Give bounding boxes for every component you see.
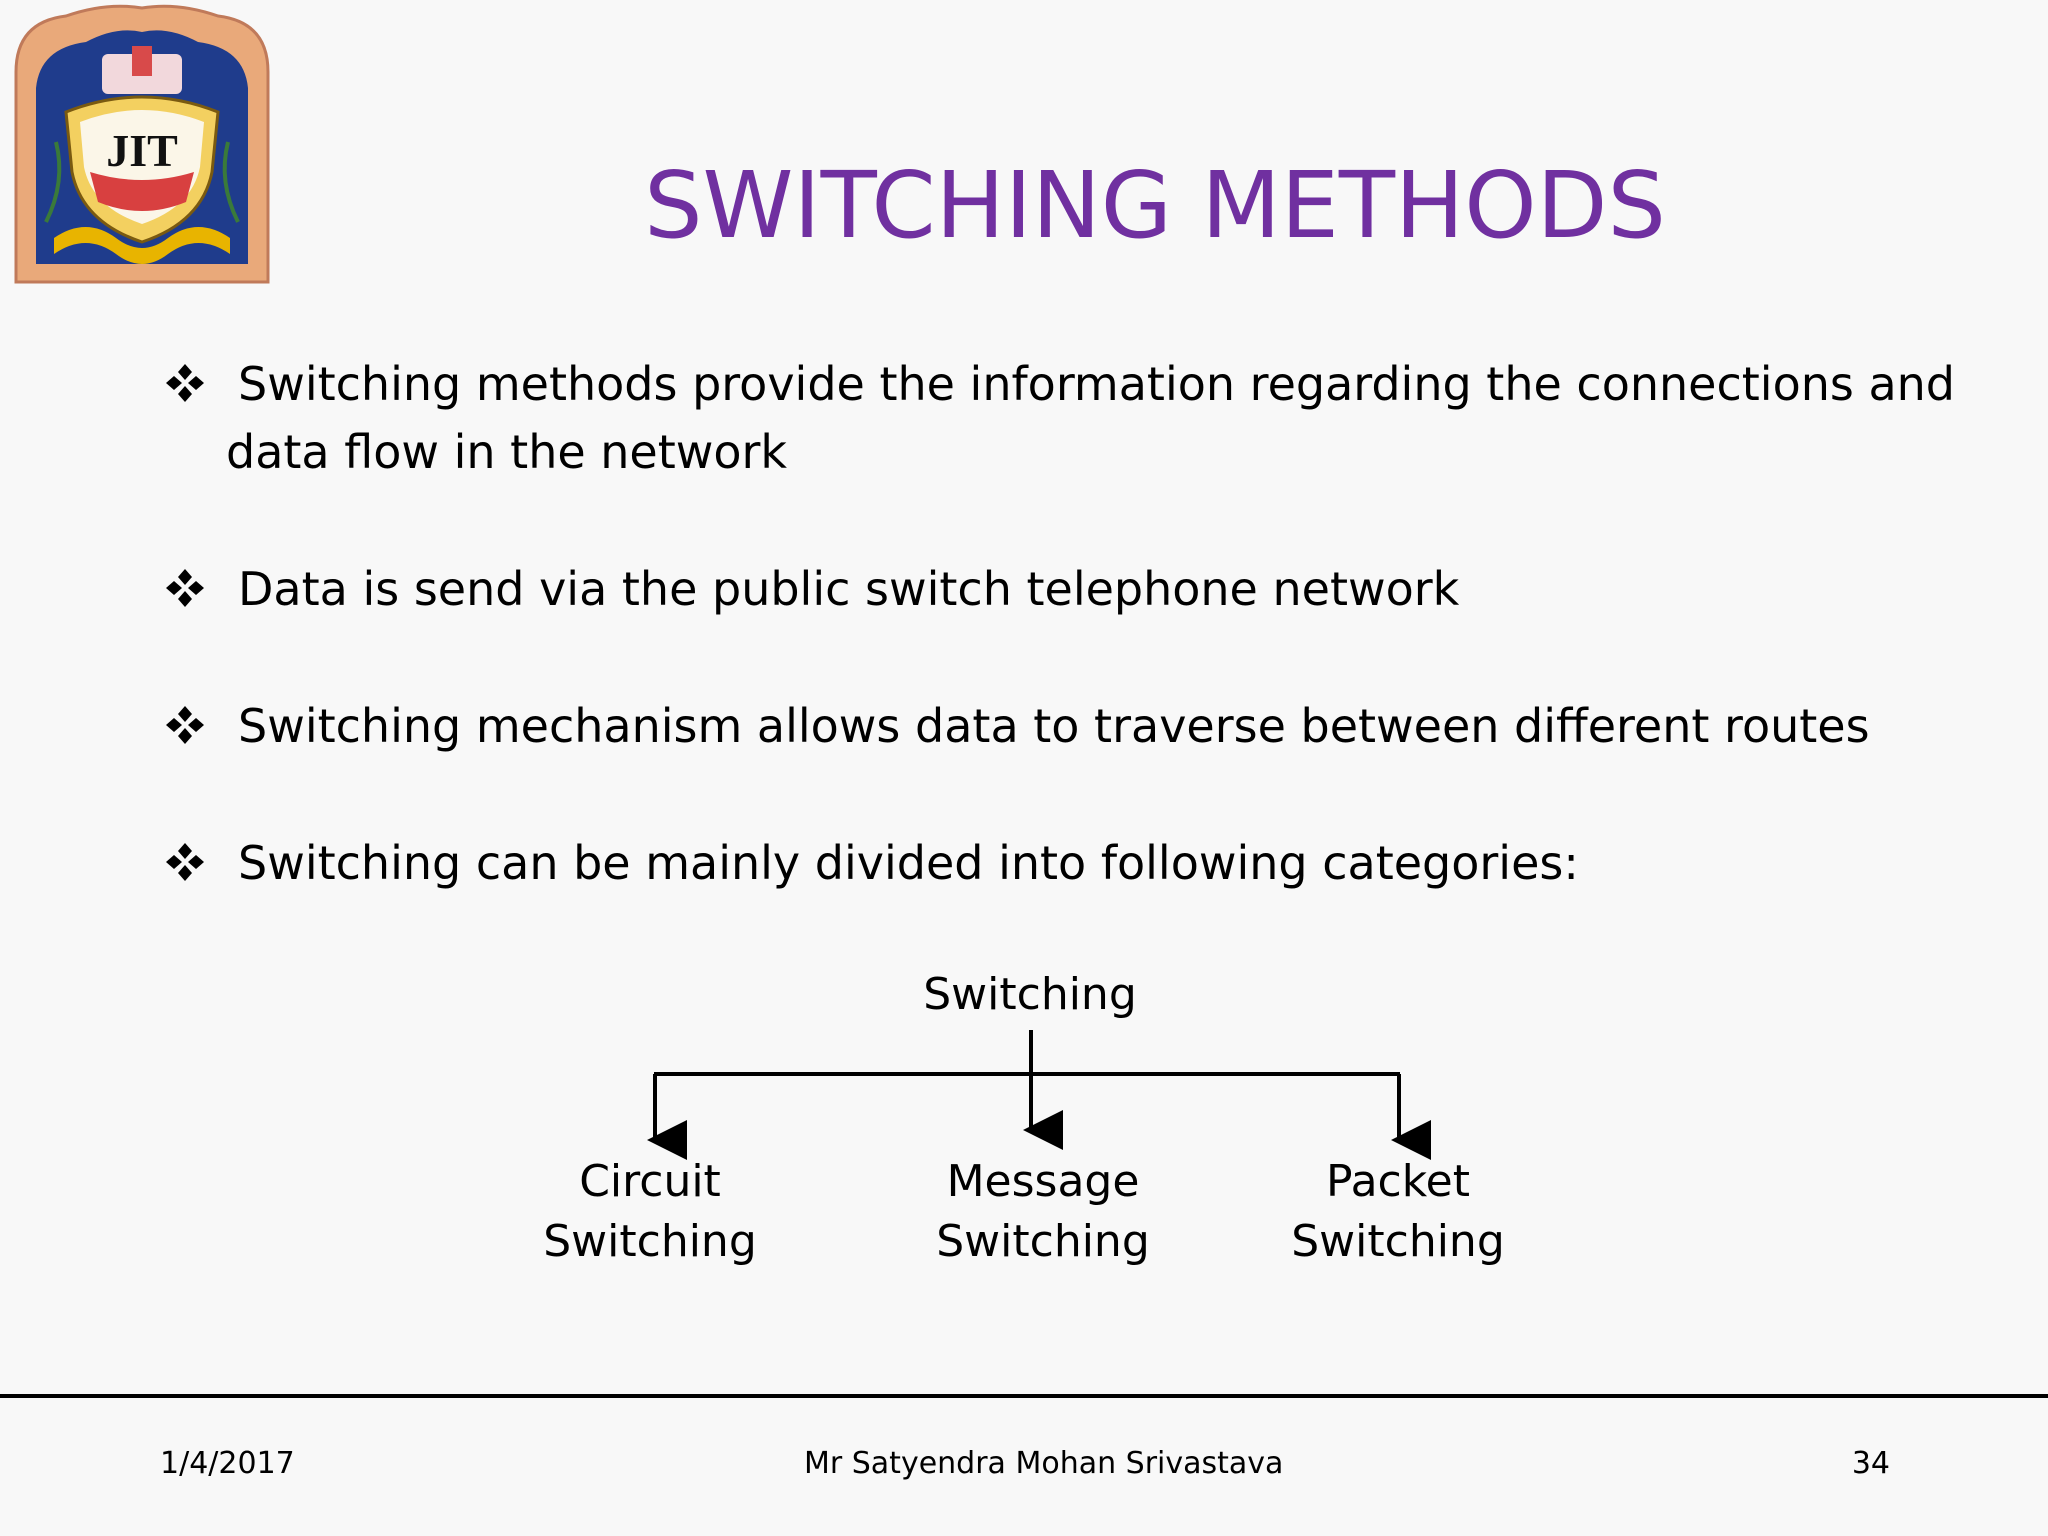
college-crest-logo: [6, 2, 278, 290]
node-line-2: Switching: [936, 1216, 1150, 1267]
bullet-text: Switching mechanism allows data to traverse between different routes: [238, 699, 1870, 753]
slide-title: SWITCHING METHODS: [644, 152, 1666, 259]
node-line-2: Switching: [543, 1216, 757, 1267]
diagram-node-message: [893, 1152, 1193, 1272]
bullet-text-continued: data flow in the network: [226, 425, 788, 479]
bullet-text: Switching can be mainly divided into following categories:: [238, 836, 1579, 890]
diagram-node-circuit: [500, 1152, 800, 1272]
diagram-node-packet: [1248, 1152, 1548, 1272]
four-diamond-bullet-icon: [164, 704, 206, 746]
node-line-2: Switching: [1291, 1216, 1505, 1267]
diagram-root-label: Switching: [923, 969, 1137, 1020]
bullet-text: Data is send via the public switch telephone network: [238, 562, 1460, 616]
footer-author: Mr Satyendra Mohan Srivastava: [804, 1446, 1284, 1481]
bullet-text: Switching methods provide the information regarding the connections and: [238, 357, 1956, 411]
node-line-1: Packet: [1326, 1156, 1470, 1207]
footer-divider: [0, 1394, 2048, 1398]
four-diamond-bullet-icon: [164, 567, 206, 609]
node-line-1: Circuit: [579, 1156, 721, 1207]
footer-page-number: 34: [1851, 1446, 1890, 1481]
node-line-1: Message: [946, 1156, 1140, 1207]
four-diamond-bullet-icon: [164, 362, 206, 404]
footer-date: 1/4/2017: [160, 1446, 295, 1481]
four-diamond-bullet-icon: [164, 841, 206, 883]
svg-text:JIT: JIT: [106, 125, 178, 176]
